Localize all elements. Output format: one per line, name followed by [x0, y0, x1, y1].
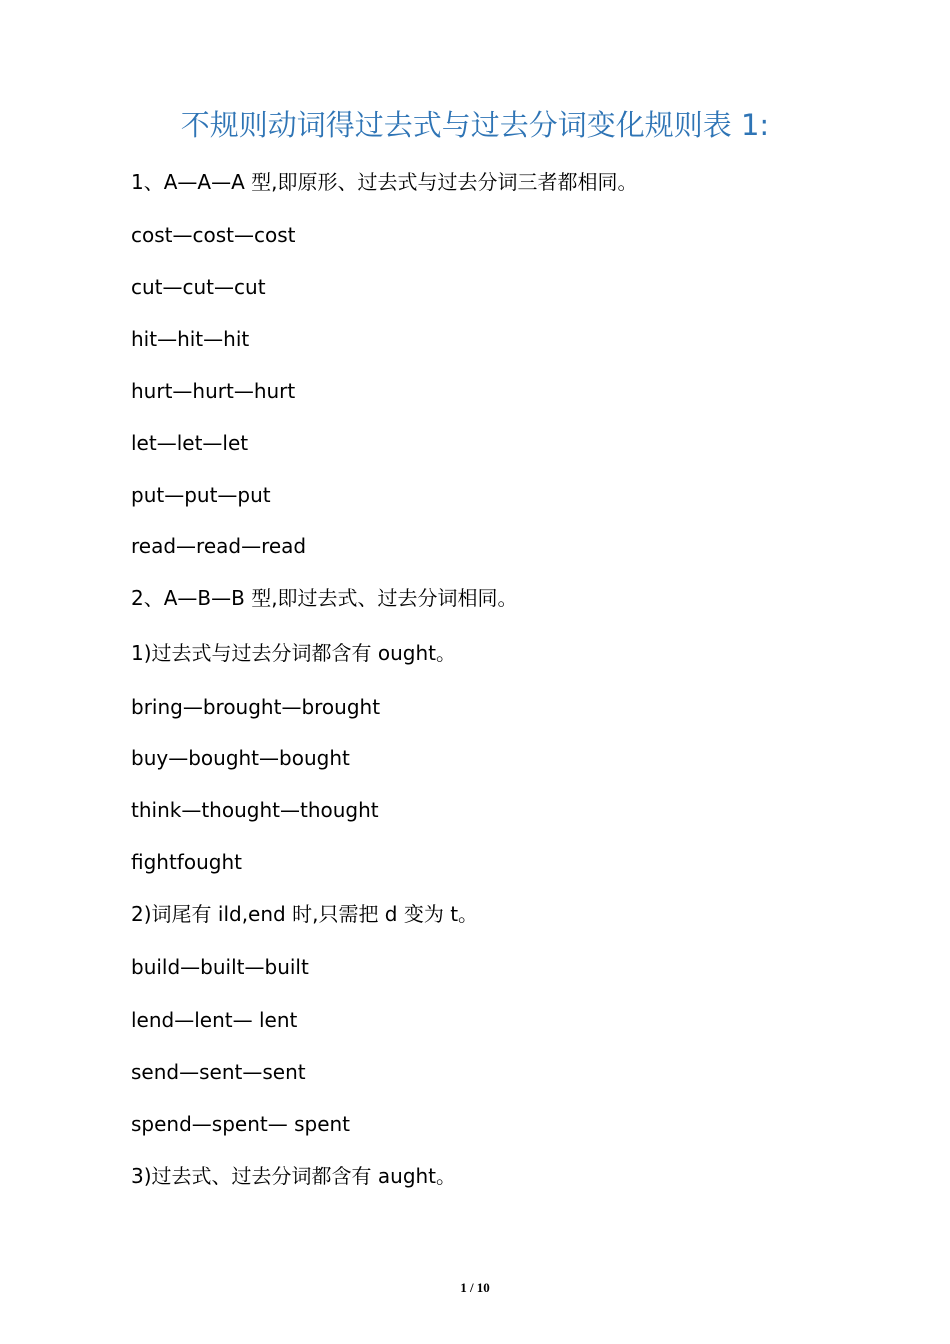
verb-row: cost—cost—cost	[131, 223, 296, 247]
subsection-heading: 2)词尾有 ild,end 时,只需把 d 变为 t。	[131, 902, 479, 926]
verb-row: build—built—built	[131, 955, 309, 979]
document-title: 不规则动词得过去式与过去分词变化规则表 1:	[180, 108, 770, 142]
verb-row: lend—lent— lent	[131, 1008, 298, 1032]
verb-row: put—put—put	[131, 483, 271, 507]
verb-row: hurt—hurt—hurt	[131, 379, 296, 403]
verb-row: bring—brought—brought	[131, 695, 381, 719]
verb-row: think—thought—thought	[131, 798, 379, 822]
verb-row: spend—spent— spent	[131, 1112, 351, 1136]
section-heading: 1、A—A—A 型,即原形、过去式与过去分词三者都相同。	[131, 170, 638, 194]
verb-row: read—read—read	[131, 534, 307, 558]
page-number: 1 / 10	[460, 1280, 490, 1295]
section-heading: 2、A—B—B 型,即过去式、过去分词相同。	[131, 586, 518, 610]
verb-row: cut—cut—cut	[131, 275, 266, 299]
verb-row: send—sent—sent	[131, 1060, 306, 1084]
subsection-heading: 3)过去式、过去分词都含有 aught。	[131, 1164, 457, 1188]
verb-row: let—let—let	[131, 431, 249, 455]
verb-row: hit—hit—hit	[131, 327, 250, 351]
verb-row: fightfought	[131, 850, 242, 874]
verb-row: buy—bought—bought	[131, 746, 350, 770]
subsection-heading: 1)过去式与过去分词都含有 ought。	[131, 641, 457, 665]
